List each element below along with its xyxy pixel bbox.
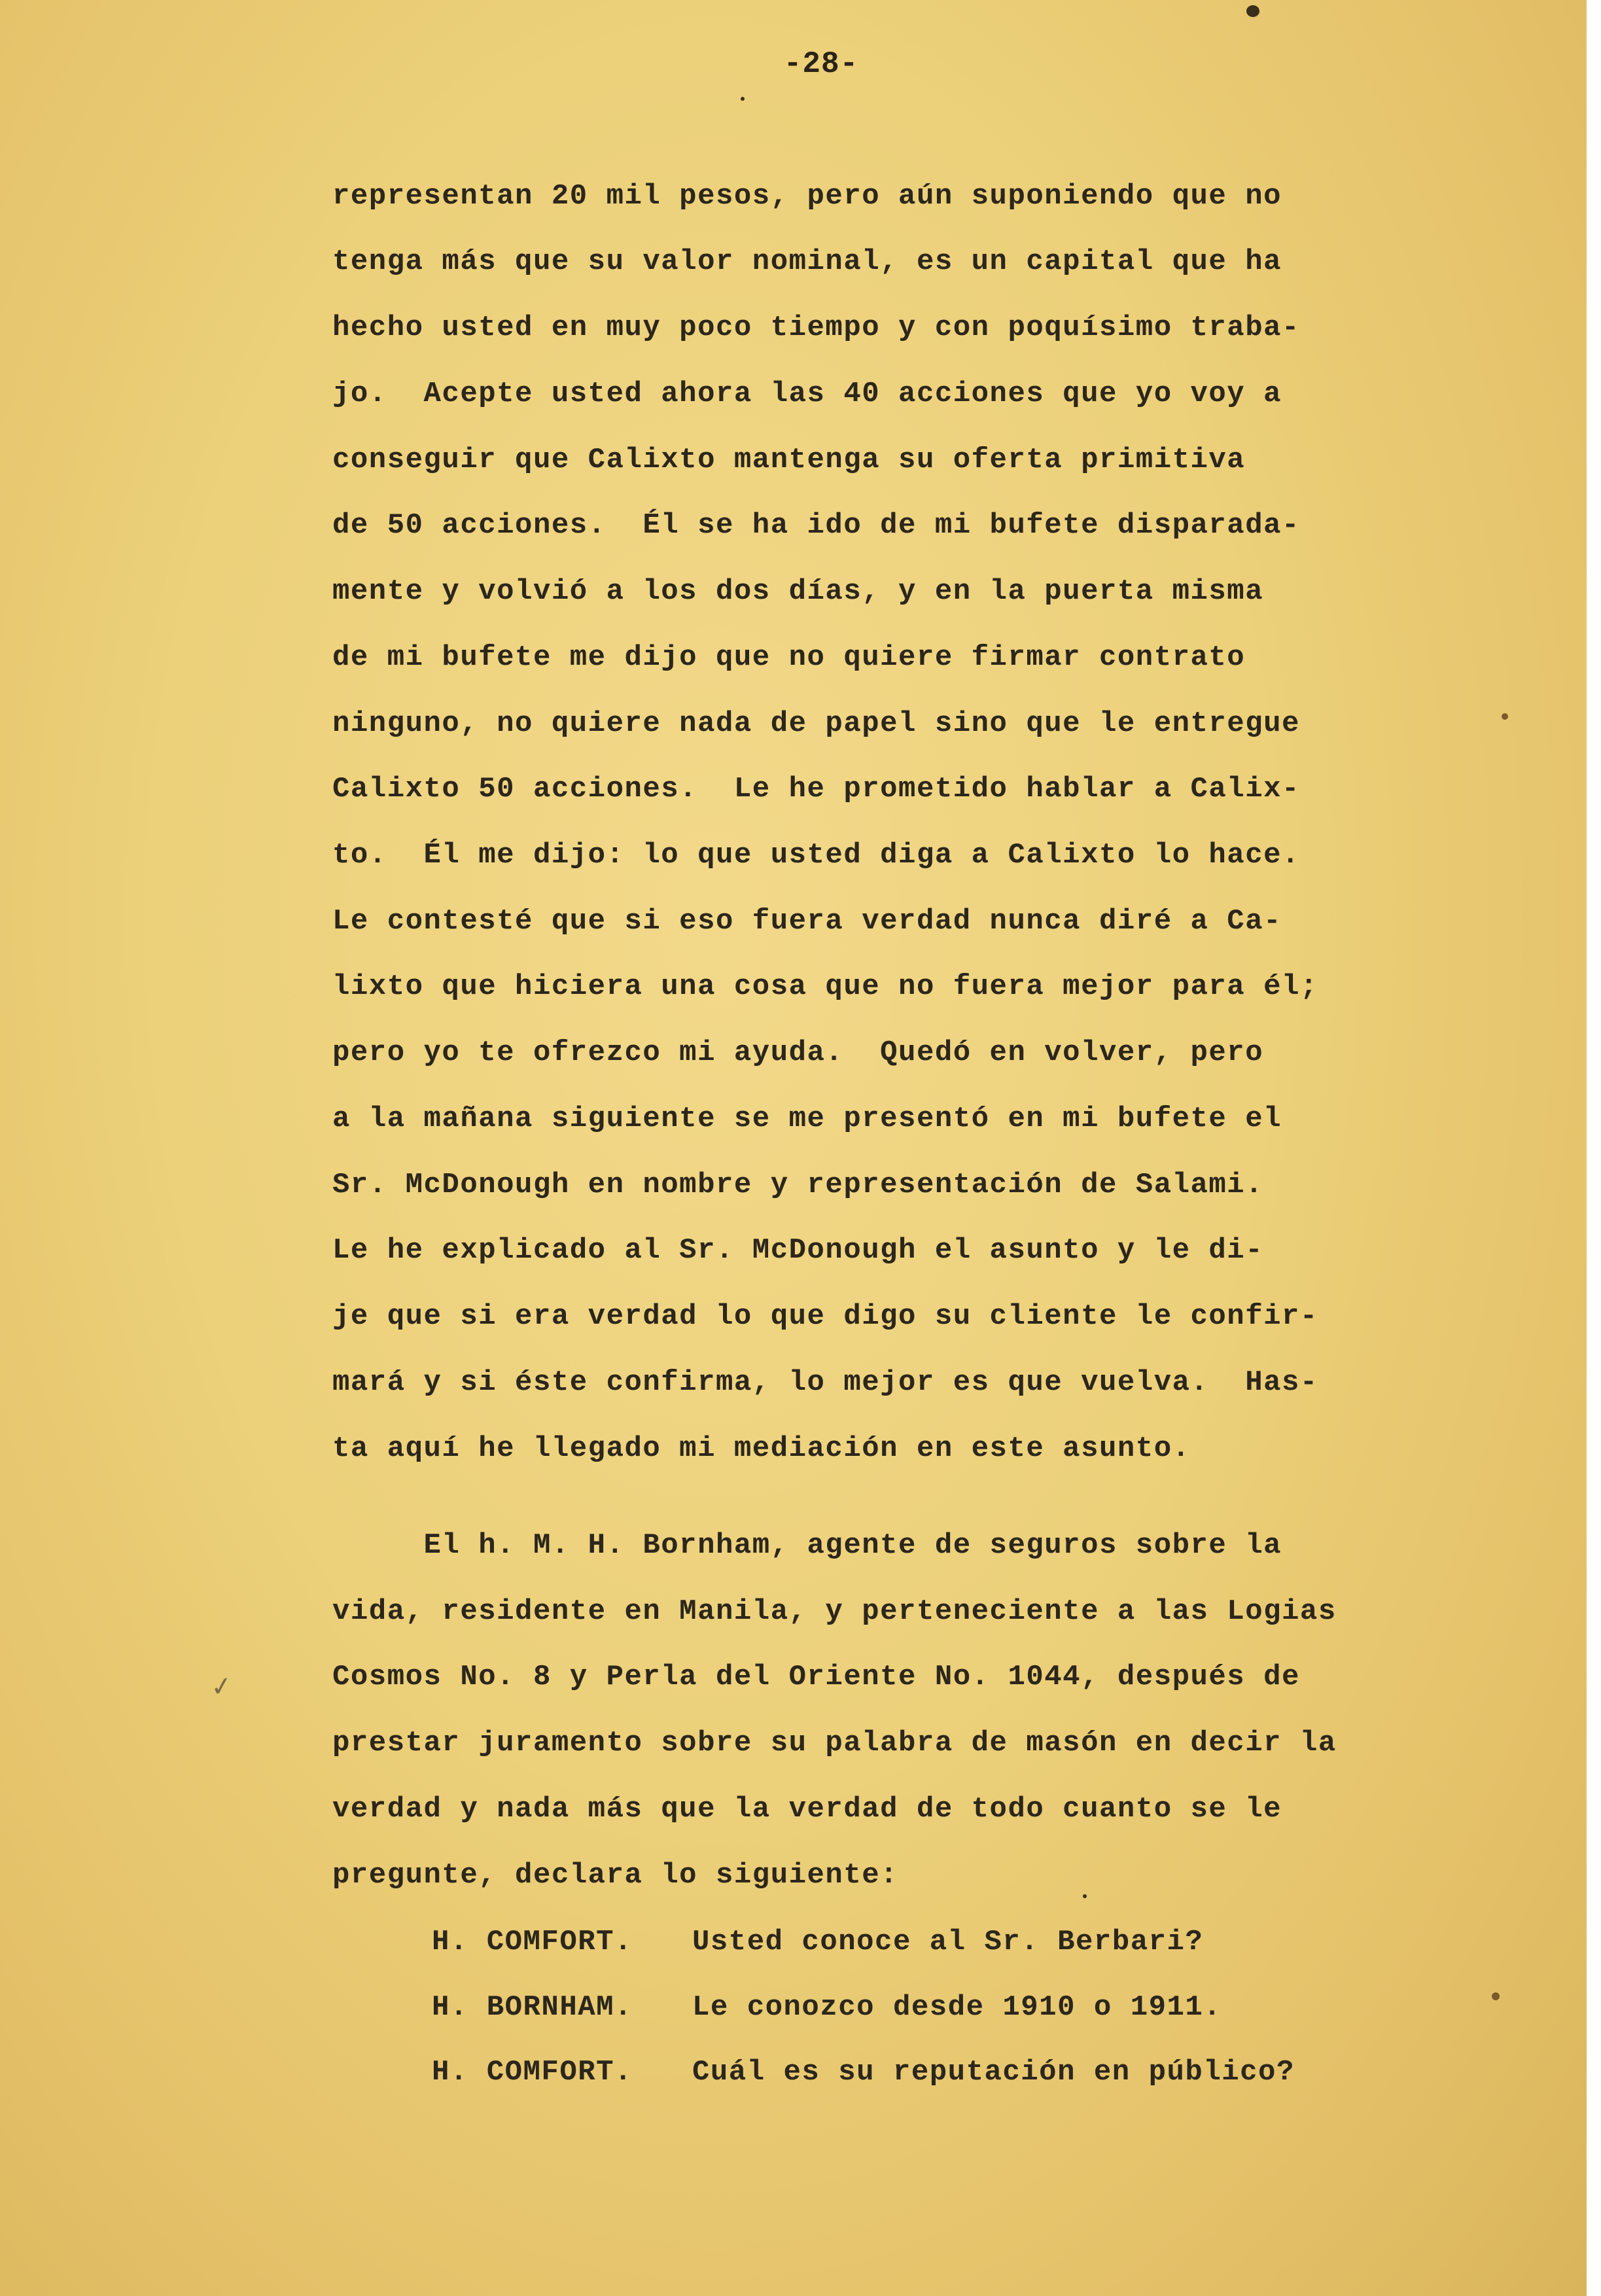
body-line: de mi bufete me dijo que no quiere firmar contrato xyxy=(332,641,1246,674)
body-line: tenga más que su valor nominal, es un capital que ha xyxy=(332,245,1282,278)
body-line: mente y volvió a los dos días, y en la puerta misma xyxy=(332,575,1264,608)
body-line: conseguir que Calixto mantenga su oferta primitiva xyxy=(332,444,1246,476)
ink-speck xyxy=(1246,5,1259,17)
body-line: verdad y nada más que la verdad de todo cuanto se le xyxy=(332,1793,1282,1826)
body-line: to. Él me dijo: lo que usted diga a Calixto lo hace. xyxy=(332,839,1300,872)
ink-speck xyxy=(741,97,745,101)
body-line: Calixto 50 acciones. Le he prometido hablar a Calix- xyxy=(332,773,1300,805)
body-line: de 50 acciones. Él se ha ido de mi bufete disparada- xyxy=(332,509,1300,542)
dialogue-speaker: H. COMFORT. xyxy=(432,2056,633,2089)
body-line: pregunte, declara lo siguiente: xyxy=(332,1859,899,1892)
page-number: -28- xyxy=(783,47,859,81)
body-line: a la mañana siguiente se me presentó en mi bufete el xyxy=(332,1103,1282,1135)
body-line: Sr. McDonough en nombre y representación de Salami. xyxy=(332,1169,1264,1201)
body-line: Cosmos No. 8 y Perla del Oriente No. 1044, después de xyxy=(332,1661,1300,1693)
dialogue-text: Usted conoce al Sr. Berbari? xyxy=(692,1926,1204,1958)
dialogue-text: Cuál es su reputación en público? xyxy=(692,2056,1295,2089)
body-line: ta aquí he llegado mi mediación en este asunto. xyxy=(332,1432,1191,1465)
body-line: mará y si éste confirma, lo mejor es que vuelva. Has- xyxy=(332,1366,1318,1399)
body-line: je que si era verdad lo que digo su cliente le confir- xyxy=(332,1300,1318,1333)
margin-check-mark: ✓ xyxy=(208,1670,235,1704)
body-line: hecho usted en muy poco tiempo y con poquísimo traba- xyxy=(332,311,1300,344)
body-line: vida, residente en Manila, y perteneciente a las Logias xyxy=(332,1595,1337,1628)
body-line: prestar juramento sobre su palabra de masón en decir la xyxy=(332,1727,1337,1759)
ink-speck xyxy=(1502,713,1508,720)
body-line: lixto que hiciera una cosa que no fuera mejor para él; xyxy=(332,970,1318,1003)
dialogue-text: Le conozco desde 1910 o 1911. xyxy=(692,1991,1222,2024)
dialogue-speaker: H. COMFORT. xyxy=(432,1926,633,1958)
body-line: El h. M. H. Bornham, agente de seguros sobre la xyxy=(332,1529,1282,1562)
ink-speck xyxy=(1083,1894,1087,1898)
body-line: Le he explicado al Sr. McDonough el asunto y le di- xyxy=(332,1234,1264,1267)
dialogue-speaker: H. BORNHAM. xyxy=(432,1991,633,2024)
body-line: ninguno, no quiere nada de papel sino que le entregue xyxy=(332,707,1300,740)
ink-speck xyxy=(1492,1992,1500,2000)
scan-edge xyxy=(1587,0,1601,2296)
body-line: representan 20 mil pesos, pero aún suponiendo que no xyxy=(332,180,1282,213)
body-line: jo. Acepte usted ahora las 40 acciones que yo voy a xyxy=(332,378,1282,410)
body-line: Le contesté que si eso fuera verdad nunca diré a Ca- xyxy=(332,905,1282,938)
body-line: pero yo te ofrezco mi ayuda. Quedó en volver, pero xyxy=(332,1036,1264,1069)
